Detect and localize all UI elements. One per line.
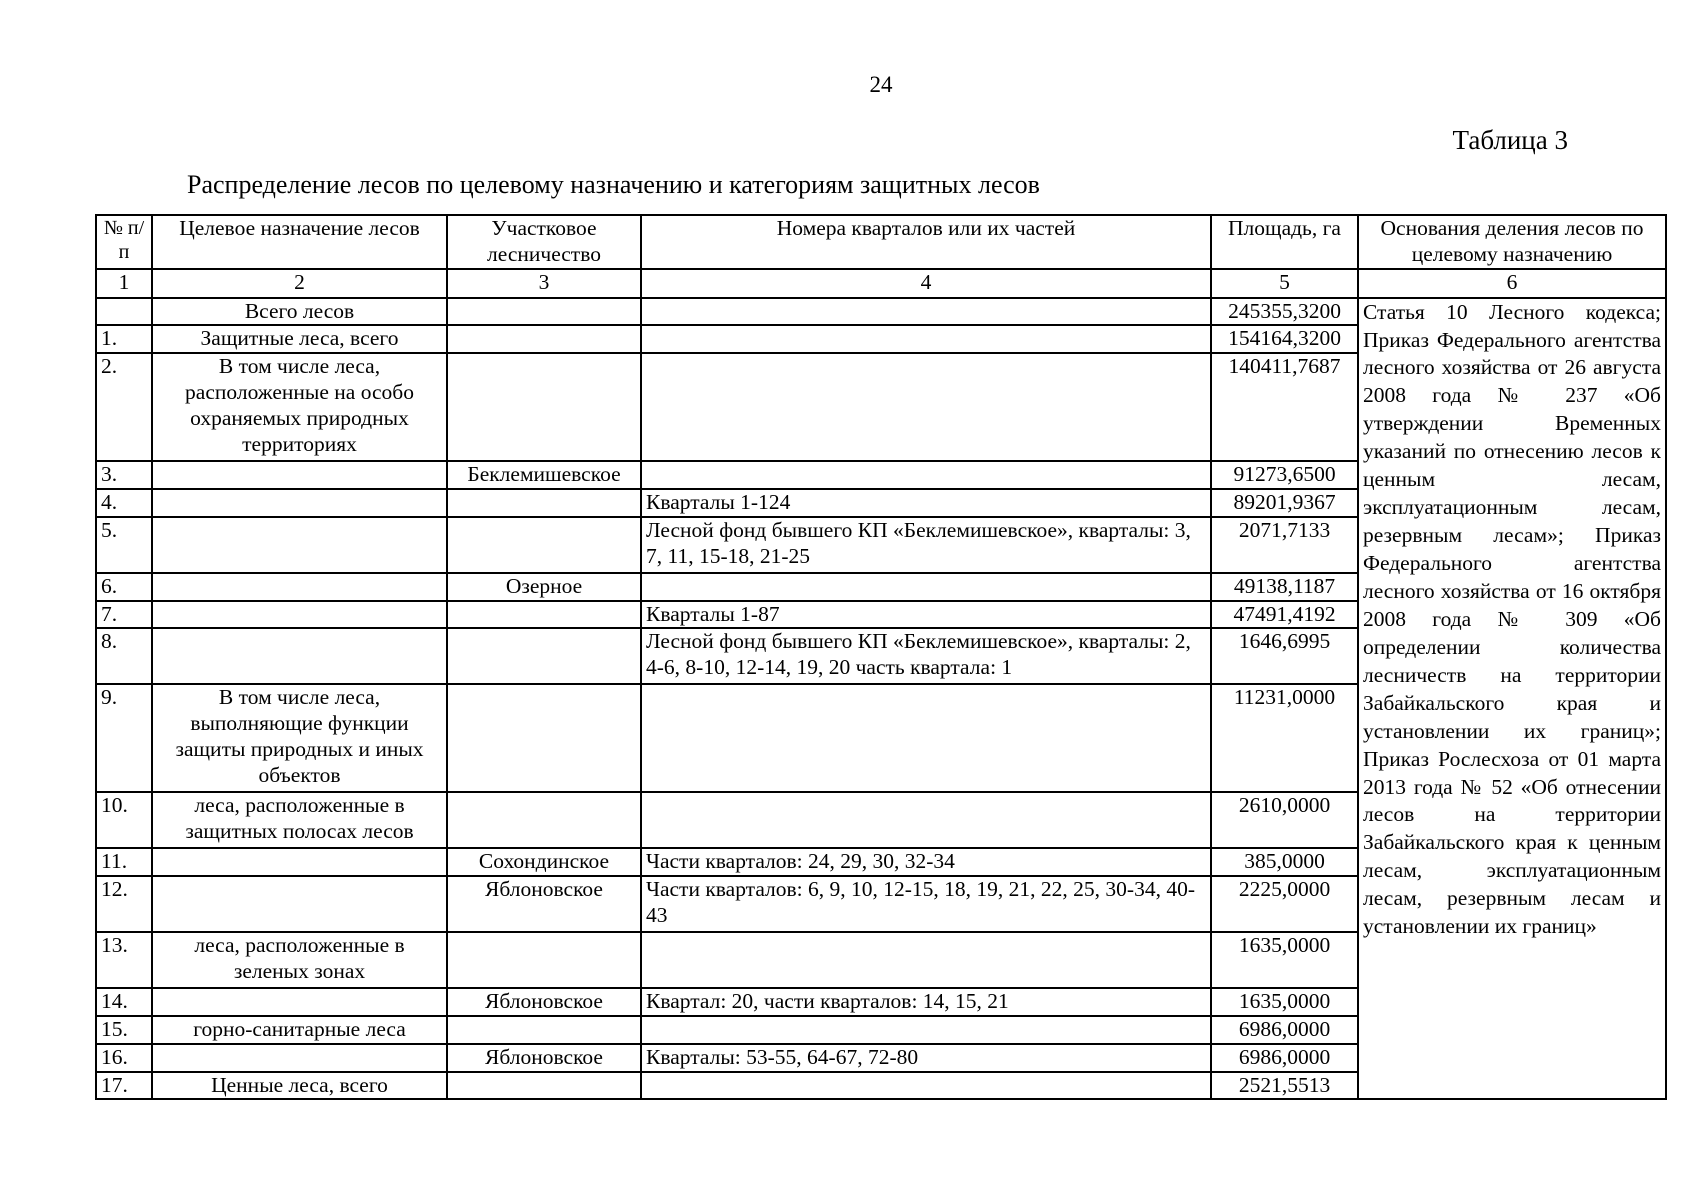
column-number-row	[96, 269, 1666, 298]
row-blocks: Части кварталов: 24, 29, 30, 32-34	[641, 848, 1211, 876]
row-number: 16.	[96, 1044, 152, 1072]
header-blocks: Номера кварталов или их частей	[641, 215, 1211, 269]
row-area: 6986,0000	[1211, 1016, 1358, 1044]
row-purpose	[152, 601, 447, 629]
row-blocks: Кварталы 1-87	[641, 601, 1211, 629]
row-district	[447, 517, 641, 573]
row-purpose: горно-санитарные леса	[152, 1016, 447, 1044]
row-number: 12.	[96, 876, 152, 932]
row-number: 8.	[96, 628, 152, 684]
row-purpose: Ценные леса, всего	[152, 1072, 447, 1100]
row-purpose	[152, 489, 447, 517]
row-number	[96, 298, 152, 326]
row-blocks: Лесной фонд бывшего КП «Беклемишевское», кварталы: 2, 4-6, 8-10, 12-14, 19, 20 часть квартала: 1	[641, 628, 1211, 684]
row-blocks	[641, 353, 1211, 461]
row-purpose: леса, расположенные в защитных полосах лесов	[152, 792, 447, 848]
row-blocks	[641, 932, 1211, 988]
row-purpose: В том числе леса, выполняющие функции защиты природных и иных объектов	[152, 684, 447, 792]
row-district	[447, 298, 641, 326]
column-number: 5	[1211, 269, 1358, 298]
table-label: Таблица 3	[1452, 125, 1568, 155]
header-district: Участковое лесничество	[447, 215, 641, 269]
row-blocks	[641, 792, 1211, 848]
row-number: 4.	[96, 489, 152, 517]
table-title: Распределение лесов по целевому назначению и категориям защитных лесов	[187, 170, 1040, 199]
row-district: Озерное	[447, 573, 641, 601]
row-area: 2521,5513	[1211, 1072, 1358, 1100]
row-area: 11231,0000	[1211, 684, 1358, 792]
row-district	[447, 601, 641, 629]
row-district	[447, 353, 641, 461]
column-number: 4	[641, 269, 1211, 298]
row-area: 91273,6500	[1211, 461, 1358, 489]
row-area: 1646,6995	[1211, 628, 1358, 684]
row-district	[447, 325, 641, 353]
column-number: 3	[447, 269, 641, 298]
row-purpose: Защитные леса, всего	[152, 325, 447, 353]
row-number: 3.	[96, 461, 152, 489]
row-number: 7.	[96, 601, 152, 629]
row-district	[447, 489, 641, 517]
row-area: 47491,4192	[1211, 601, 1358, 629]
header-basis: Основания деления лесов по целевому назначению	[1358, 215, 1666, 269]
row-area: 2225,0000	[1211, 876, 1358, 932]
column-number: 2	[152, 269, 447, 298]
row-purpose	[152, 573, 447, 601]
row-purpose	[152, 988, 447, 1016]
page-number: 24	[869, 72, 893, 97]
row-blocks	[641, 325, 1211, 353]
row-blocks: Лесной фонд бывшего КП «Беклемишевское», кварталы: 3, 7, 11, 15-18, 21-25	[641, 517, 1211, 573]
row-blocks	[641, 461, 1211, 489]
row-purpose	[152, 517, 447, 573]
header-purpose: Целевое назначение лесов	[152, 215, 447, 269]
row-district	[447, 792, 641, 848]
row-blocks	[641, 684, 1211, 792]
forest-distribution-table	[95, 214, 1667, 1100]
row-area: 385,0000	[1211, 848, 1358, 876]
row-blocks	[641, 298, 1211, 326]
row-purpose	[152, 1044, 447, 1072]
row-number: 1.	[96, 325, 152, 353]
row-area: 2071,7133	[1211, 517, 1358, 573]
row-purpose: В том числе леса, расположенные на особо охраняемых природных территориях	[152, 353, 447, 461]
row-purpose	[152, 876, 447, 932]
row-number: 2.	[96, 353, 152, 461]
row-area: 154164,3200	[1211, 325, 1358, 353]
row-area: 6986,0000	[1211, 1044, 1358, 1072]
row-district	[447, 1016, 641, 1044]
row-district: Яблоновское	[447, 1044, 641, 1072]
legal-basis-text: Статья 10 Лесного кодекса; Приказ Федерального агентства лесного хозяйства от 26 августа 2008 года № 237 «Об утверждении Временных указаний по отнесению лесов к ценным лесам, эксплуатационным лесам, резервным лесам»; Приказ Федерального агентства лесного хозяйства от 16 октября 2008 года № 309 «Об определении количества лесничеств на территории Забайкальского края и установлении их границ»; Приказ Рослесхоза от 01 марта 2013 года № 52 «Об отнесении лесов на территории Забайкальского края к ценным лесам, эксплуатационным лесам, резервным лесам и установлении их границ»	[1358, 298, 1666, 1100]
row-district: Беклемишевское	[447, 461, 641, 489]
row-number: 5.	[96, 517, 152, 573]
row-district: Сохондинское	[447, 848, 641, 876]
row-number: 14.	[96, 988, 152, 1016]
row-area: 1635,0000	[1211, 988, 1358, 1016]
column-number: 6	[1358, 269, 1666, 298]
row-blocks: Кварталы 1-124	[641, 489, 1211, 517]
row-district: Яблоновское	[447, 988, 641, 1016]
row-area: 1635,0000	[1211, 932, 1358, 988]
row-number: 11.	[96, 848, 152, 876]
header-area: Площадь, га	[1211, 215, 1358, 269]
row-blocks	[641, 1016, 1211, 1044]
header-no: № п/п	[96, 215, 152, 269]
row-district	[447, 1072, 641, 1100]
row-purpose	[152, 848, 447, 876]
row-area: 2610,0000	[1211, 792, 1358, 848]
row-district: Яблоновское	[447, 876, 641, 932]
row-district	[447, 932, 641, 988]
row-blocks: Кварталы: 53-55, 64-67, 72-80	[641, 1044, 1211, 1072]
table-header-row	[96, 215, 1666, 269]
row-purpose: леса, расположенные в зеленых зонах	[152, 932, 447, 988]
row-area: 49138,1187	[1211, 573, 1358, 601]
row-area: 245355,3200	[1211, 298, 1358, 326]
row-number: 13.	[96, 932, 152, 988]
row-number: 17.	[96, 1072, 152, 1100]
column-number: 1	[96, 269, 152, 298]
row-blocks: Части кварталов: 6, 9, 10, 12-15, 18, 19, 21, 22, 25, 30-34, 40-43	[641, 876, 1211, 932]
row-blocks	[641, 573, 1211, 601]
row-area: 140411,7687	[1211, 353, 1358, 461]
row-purpose	[152, 461, 447, 489]
row-district	[447, 628, 641, 684]
table-row	[96, 298, 1666, 326]
row-purpose: Всего лесов	[152, 298, 447, 326]
row-district	[447, 684, 641, 792]
row-purpose	[152, 628, 447, 684]
row-number: 9.	[96, 684, 152, 792]
row-area: 89201,9367	[1211, 489, 1358, 517]
row-blocks	[641, 1072, 1211, 1100]
row-number: 10.	[96, 792, 152, 848]
row-number: 6.	[96, 573, 152, 601]
row-number: 15.	[96, 1016, 152, 1044]
row-blocks: Квартал: 20, части кварталов: 14, 15, 21	[641, 988, 1211, 1016]
